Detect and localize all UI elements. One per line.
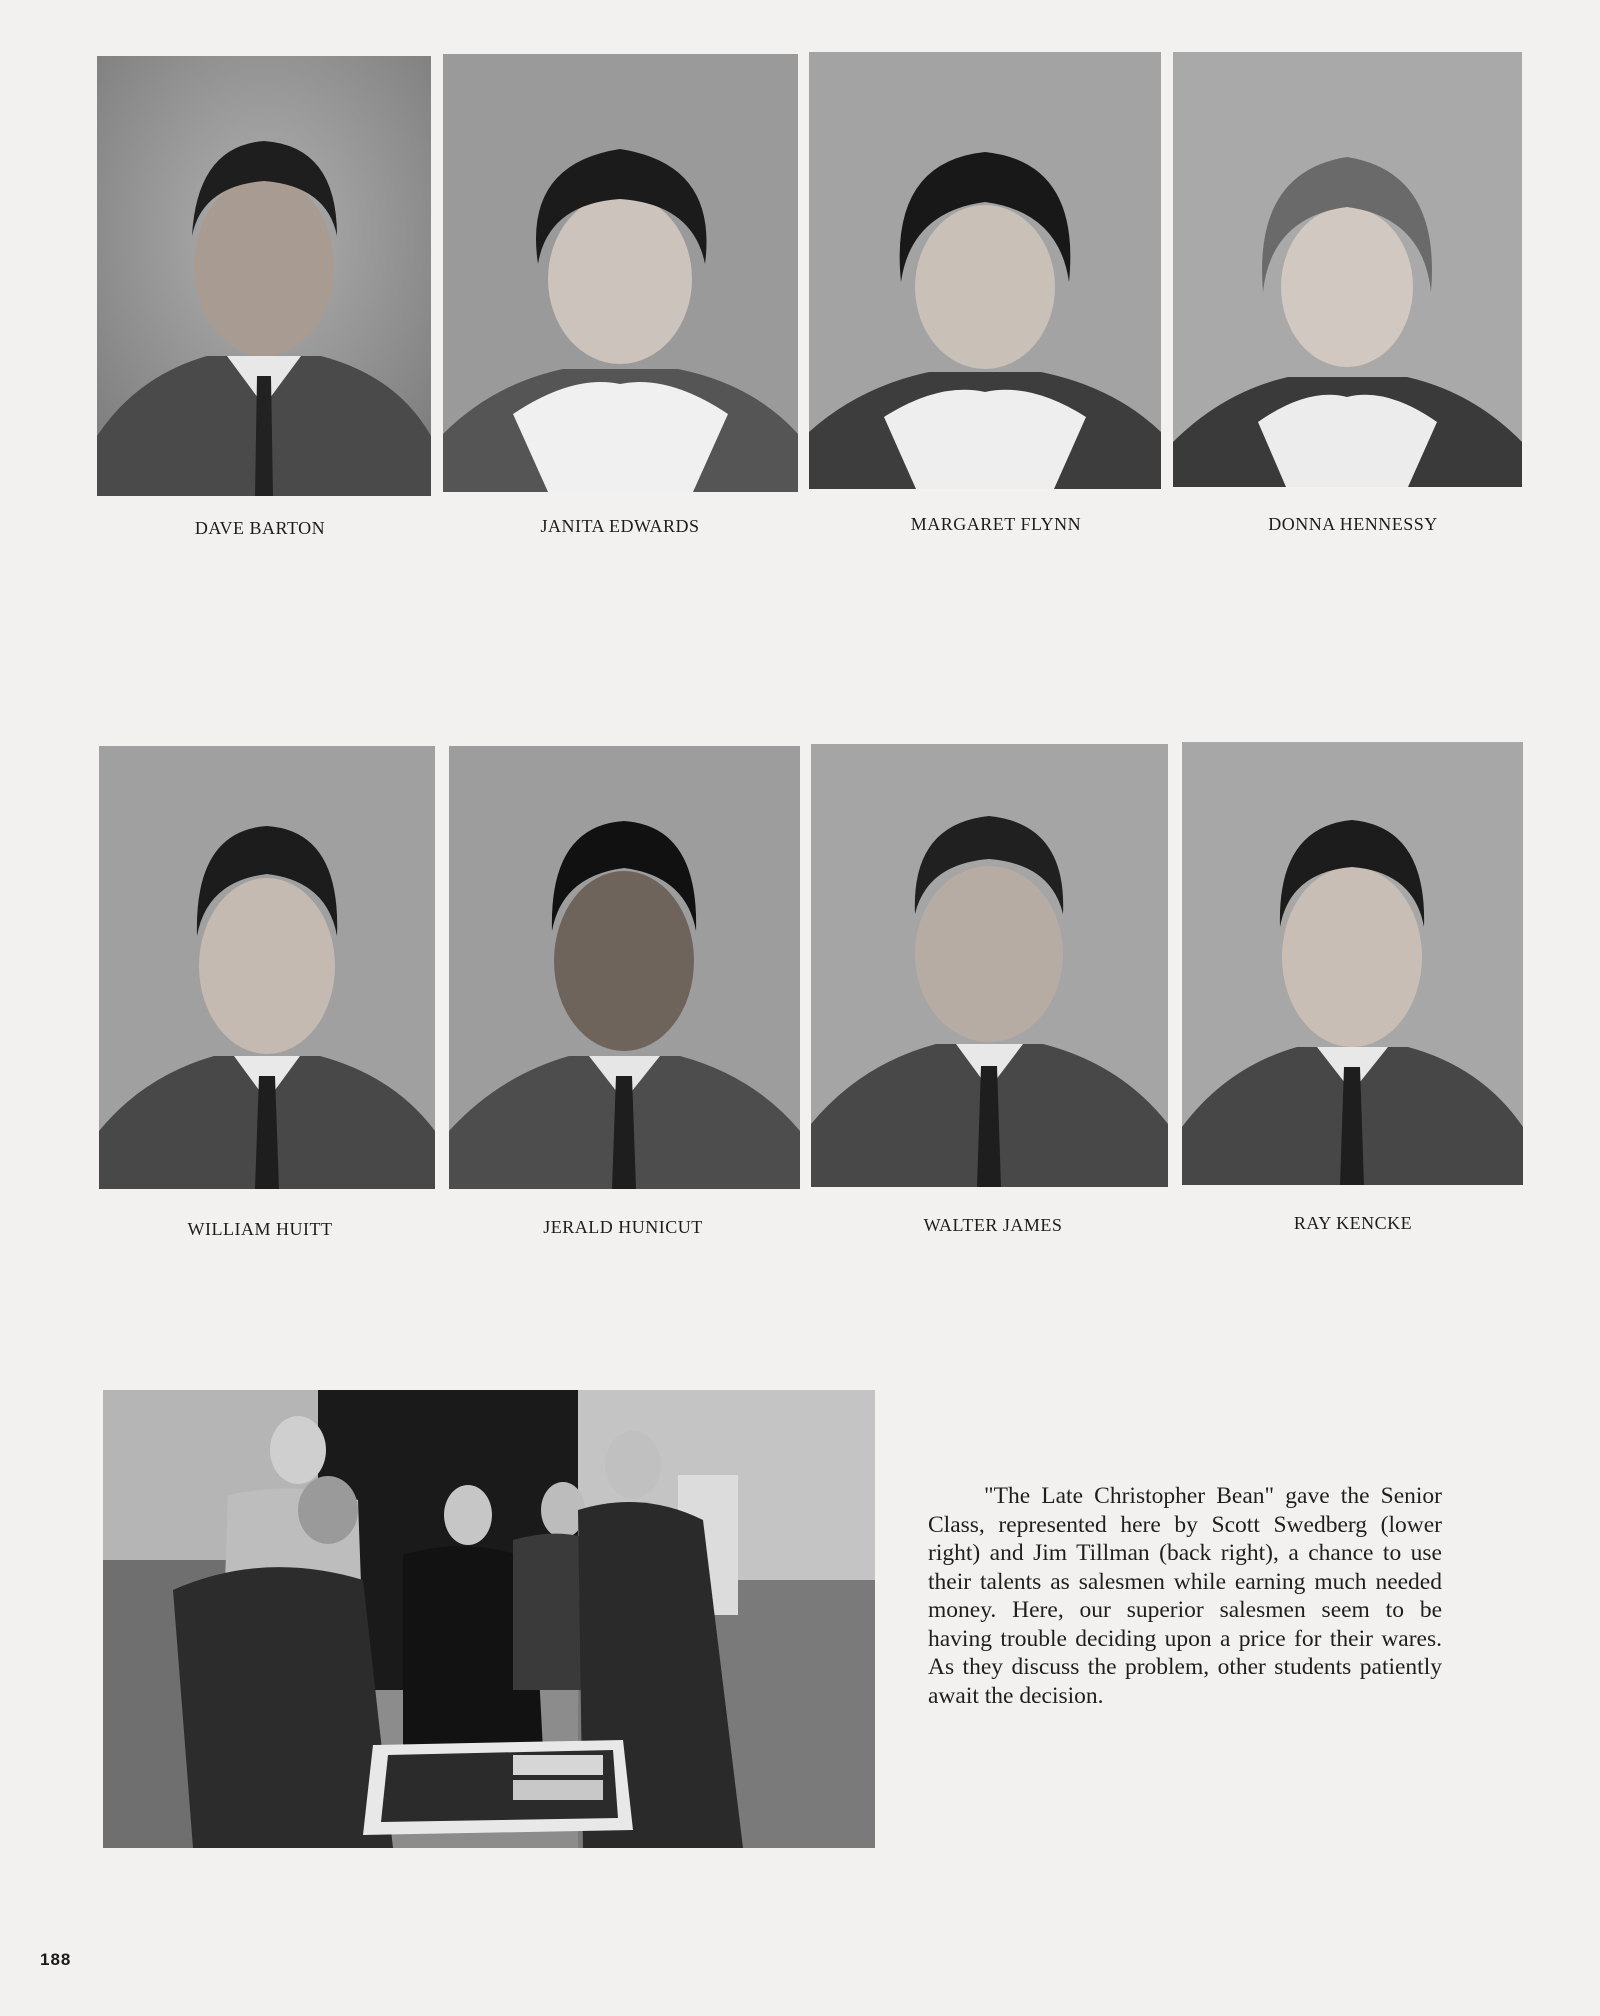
caption-dave-barton: DAVE BARTON [194, 518, 326, 538]
portrait-dave-barton [97, 56, 431, 496]
caption-william-huitt: WILLIAM HUITT [187, 1219, 333, 1239]
caption-donna-hennessy: DONNA HENNESSY [1268, 514, 1438, 534]
portrait-margaret-flynn [809, 52, 1161, 489]
caption-walter-james: WALTER JAMES [923, 1215, 1063, 1235]
caption-margaret-flynn: MARGARET FLYNN [910, 514, 1082, 534]
portrait-donna-hennessy [1173, 52, 1522, 487]
portrait-william-huitt [99, 746, 435, 1189]
page-number: 188 [40, 1950, 72, 1969]
portrait-ray-kencke [1182, 742, 1523, 1185]
caption-jerald-hunicut: JERALD HUNICUT [543, 1217, 703, 1237]
portrait-walter-james [811, 744, 1168, 1187]
photo-caption-story: "The Late Christopher Bean" gave the Senior Class, represented here by Scott Swedberg (lower right) and Jim Tillman (back right), a chance to use their talents as salesmen while earning much needed money. Here, our superior salesmen seem to be having trouble deciding upon a price for their wares. As they discuss the problem, other students patiently await the decision. [928, 1483, 1442, 1709]
caption-ray-kencke: RAY KENCKE [1293, 1213, 1413, 1233]
candid-photo [103, 1390, 875, 1848]
portrait-jerald-hunicut [449, 746, 800, 1189]
portrait-janita-edwards [443, 54, 798, 492]
caption-janita-edwards: JANITA EDWARDS [540, 516, 700, 536]
